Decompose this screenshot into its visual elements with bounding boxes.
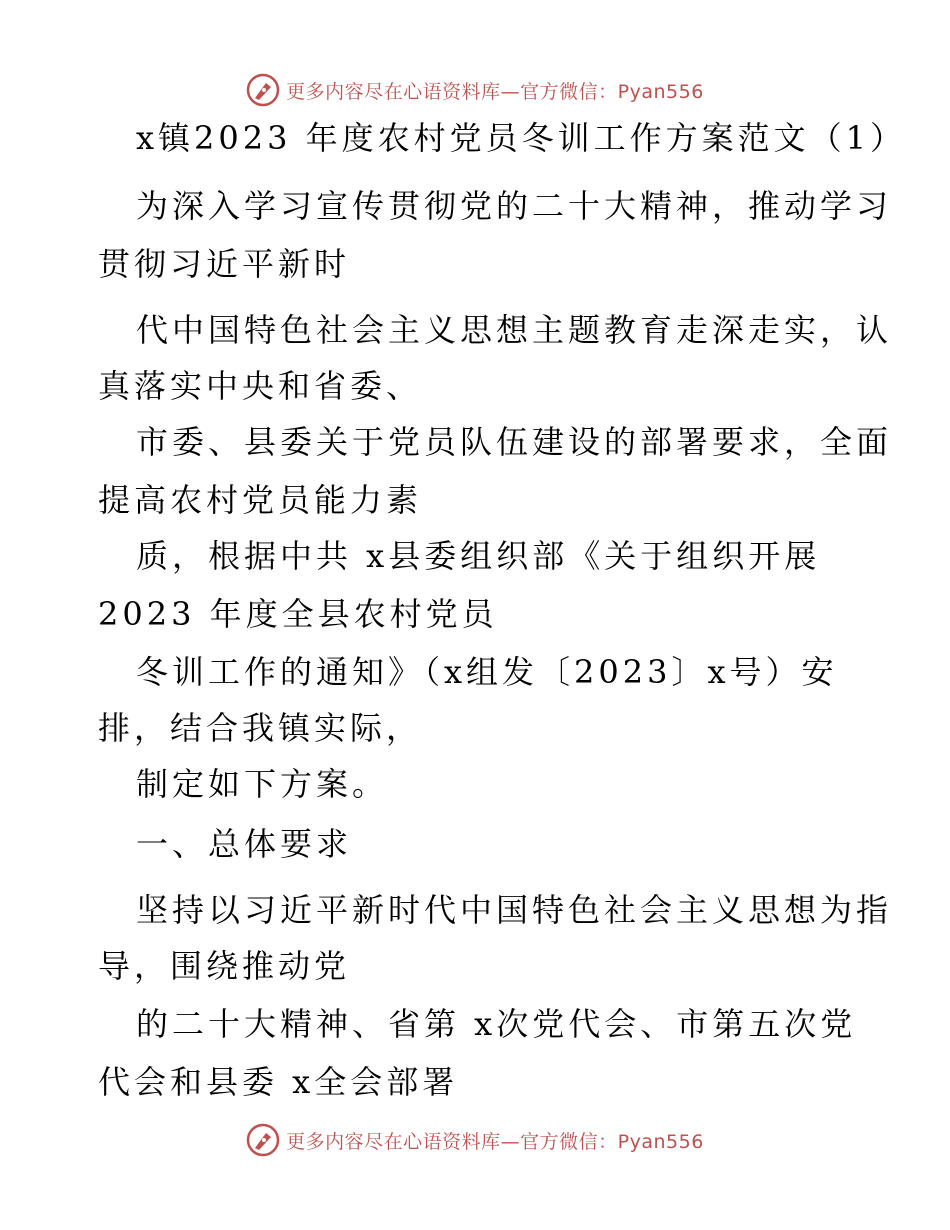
document-title: x镇2023 年度农村党员冬训工作方案范文（1） bbox=[136, 119, 907, 157]
paragraph-line: 真落实中央和省委、 bbox=[98, 367, 423, 405]
watermark-text: 更多内容尽在心语资料库—官方微信：Pyan556 bbox=[286, 1130, 704, 1153]
paragraph-line: 排，结合我镇实际， bbox=[98, 709, 423, 747]
pen-nib-logo-icon bbox=[246, 73, 280, 107]
paragraph-line: 提高农村党员能力素 bbox=[98, 481, 423, 519]
paragraph-line: 市委、县委关于党员队伍建设的部署要求，全面 bbox=[136, 423, 893, 461]
paragraph-line: 2023 年度全县农村党员 bbox=[98, 595, 498, 633]
section-heading: 一、总体要求 bbox=[136, 825, 353, 863]
paragraph-line: 坚持以习近平新时代中国特色社会主义思想为指 bbox=[136, 891, 893, 929]
header-watermark bbox=[0, 70, 950, 110]
pen-nib-logo-icon bbox=[246, 1123, 280, 1157]
paragraph-line: 为深入学习宣传贯彻党的二十大精神，推动学习 bbox=[136, 187, 893, 225]
footer-watermark bbox=[0, 1120, 950, 1160]
paragraph-line: 代中国特色社会主义思想主题教育走深走实，认 bbox=[136, 311, 893, 349]
watermark-text: 更多内容尽在心语资料库—官方微信：Pyan556 bbox=[286, 80, 704, 103]
paragraph-line: 制定如下方案。 bbox=[136, 765, 389, 803]
paragraph-line: 导，围绕推动党 bbox=[98, 947, 351, 985]
paragraph-line: 冬训工作的通知》（x组发〔2023〕x号）安 bbox=[136, 653, 838, 691]
paragraph-line: 代会和县委 x全会部署 bbox=[98, 1063, 459, 1101]
paragraph-line: 质，根据中共 x县委组织部《关于组织开展 bbox=[136, 537, 821, 575]
paragraph-line: 贯彻习近平新时 bbox=[98, 245, 351, 283]
paragraph-line: 的二十大精神、省第 x次党代会、市第五次党 bbox=[136, 1005, 857, 1043]
